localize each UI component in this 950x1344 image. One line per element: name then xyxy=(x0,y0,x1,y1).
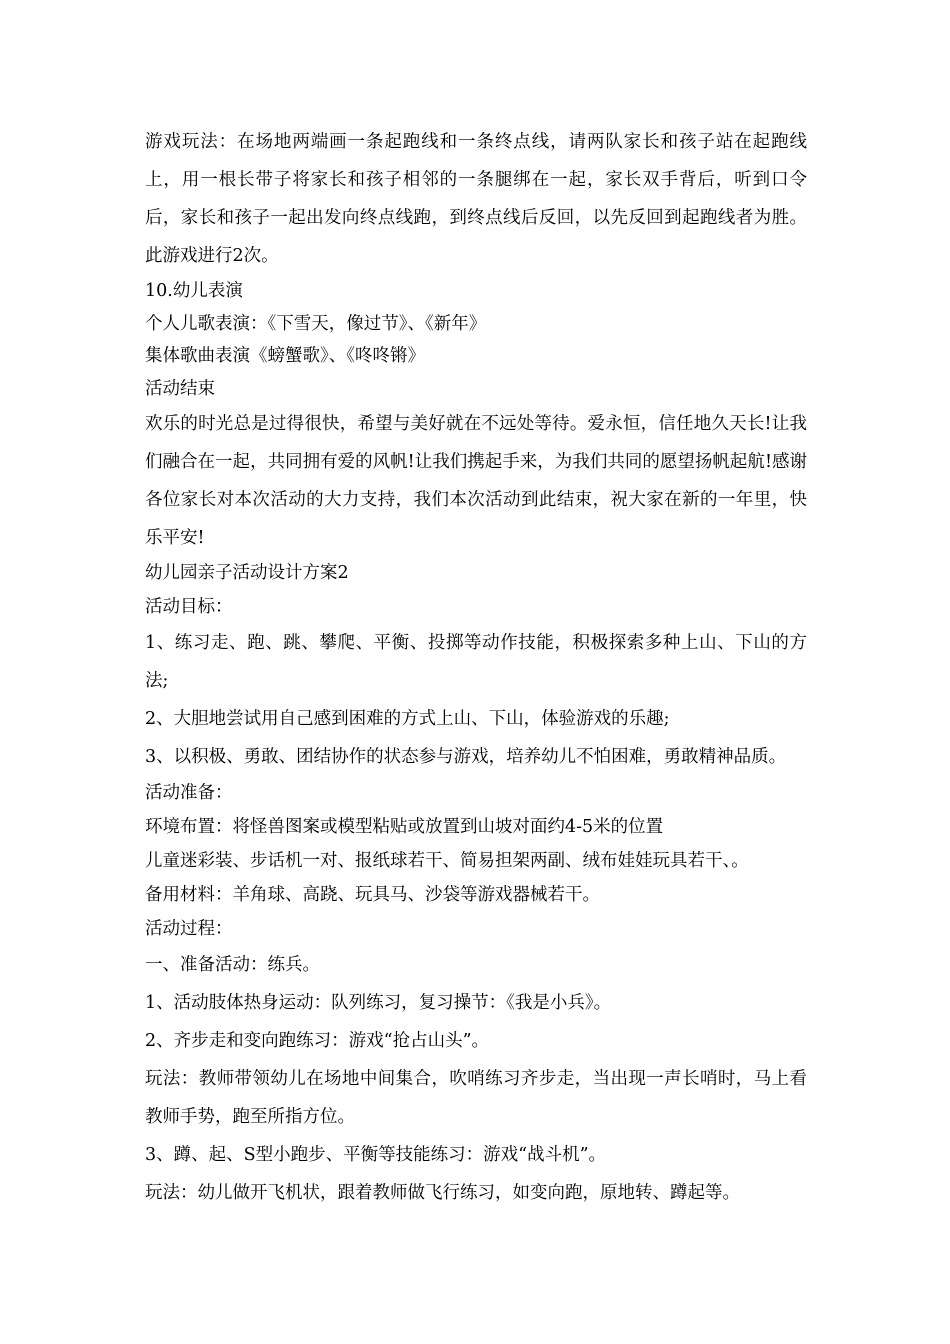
process-1-2-rules-paragraph: 玩法：教师带领幼儿在场地中间集合，吹哨练习齐步走，当出现一声长哨时，马上看教师手势，跑至所指方位。 xyxy=(145,1068,807,1127)
prep-items-line: 儿童迷彩装、步话机一对、报纸球若干、简易担架两副、绒布娃娃玩具若干、。 xyxy=(145,850,749,871)
process-1-1-line: 1、活动肢体热身运动：队列练习，复习操节：《我是小兵》。 xyxy=(145,992,612,1013)
document-body xyxy=(145,123,807,1212)
prep-heading: 活动准备： xyxy=(145,782,233,803)
group-songs-line: 集体歌曲表演《螃蟹歌》、《咚咚锵》 xyxy=(145,346,425,366)
goals-heading: 活动目标： xyxy=(145,596,233,617)
process-1-3-rules-line: 玩法：幼儿做开飞机状，跟着教师做飞行练习，如变向跑，原地转、蹲起等。 xyxy=(145,1182,740,1203)
solo-songs-line: 个人儿歌表演：《下雪天，像过节》、《新年》 xyxy=(145,313,487,334)
goal-2-paragraph: 2、大胆地尝试用自己感到困难的方式上山、下山，体验游戏的乐趣; xyxy=(145,708,670,729)
process-1-heading: 一、准备活动：练兵。 xyxy=(145,954,320,975)
prep-backup-line: 备用材料：羊角球、高跷、玩具马、沙袋等游戏器械若干。 xyxy=(145,884,600,905)
plan2-title: 幼儿园亲子活动设计方案2 xyxy=(145,563,349,583)
game-rules-paragraph: 游戏玩法：在场地两端画一条起跑线和一条终点线，请两队家长和孩子站在起跑线上，用一根长带子将家长和孩子相邻的一条腿绑在一起，家长双手背后，听到口令后，家长和孩子一起出发向终点线跑，到终点线后反回，以先反回到起跑线者为胜。此游戏进行2次。 xyxy=(145,132,807,266)
goal-3-paragraph: 3、以积极、勇敢、团结协作的状态参与游戏，培养幼儿不怕困难，勇敢精神品质。 xyxy=(145,746,787,767)
section-10-heading: 10.幼儿表演 xyxy=(145,281,243,301)
process-1-2-line: 2、齐步走和变向跑练习：游戏“抢占山头”。 xyxy=(145,1030,490,1051)
goal-1-paragraph: 1、练习走、跑、跳、攀爬、平衡、投掷等动作技能，积极探索多种上山、下山的方法; xyxy=(145,632,807,691)
prep-environment-line: 环境布置：将怪兽图案或模型粘贴或放置到山坡对面约4-5米的位置 xyxy=(145,816,664,837)
closing-heading: 活动结束 xyxy=(145,378,215,399)
process-heading: 活动过程： xyxy=(145,918,233,939)
process-1-3-line: 3、蹲、起、S型小跑步、平衡等技能练习：游戏“战斗机”。 xyxy=(145,1144,607,1165)
closing-paragraph: 欢乐的时光总是过得很快，希望与美好就在不远处等待。爱永恒，信任地久天长!让我们融合在一起，共同拥有爱的风帆!让我们携起手来，为我们共同的愿望扬帆起航!感谢各位家长对本次活动的大力支持，我们本次活动到此结束，祝大家在新的一年里，快乐平安! xyxy=(145,414,807,548)
